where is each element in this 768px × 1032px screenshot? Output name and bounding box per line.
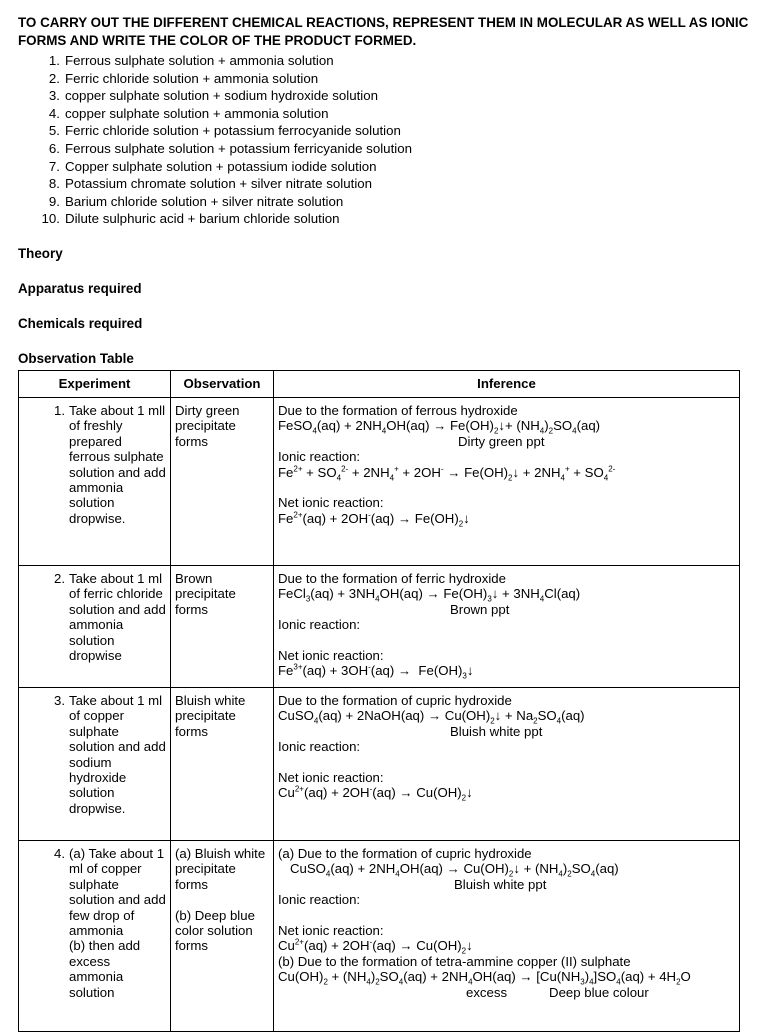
net-ionic-equation: $Cu^{2+}(aq) + 2OH^-(aq)$ → $Cu(OH)_2↓$ (278, 938, 473, 957)
net-ionic-equation: $Cu^{2+}(aq) + 2OH^-(aq)$ → $Cu(OH)_2↓$ (278, 785, 473, 804)
inference-title-b: (b) Due to the formation of tetra-ammine copper (II) sulphate (278, 953, 631, 969)
inference-cell (274, 398, 740, 566)
inference-cell (274, 688, 740, 841)
list-item: 5. Ferric chloride solution + potassium ferrocyanide solution (48, 123, 401, 139)
experiment-cell: 2. Take about 1 ml of ferric chloride solution and add ammonia solution dropwise (19, 566, 171, 688)
ionic-equation: $Fe^{2+} + SO_4^{2-} + 2NH_4^+ + 2OH^-$ → $Fe(OH)_2↓ + 2NH_4^+ + SO_4^{2-}$ (278, 464, 616, 483)
header-observation: Observation (171, 371, 274, 398)
table-row (19, 841, 740, 1032)
section-theory: Theory (18, 246, 63, 261)
list-item: 3. copper sulphate solution + sodium hydroxide solution (48, 88, 379, 104)
product-label: Bluish white ppt (454, 876, 547, 892)
list-item: 7. Copper sulphate solution + potassium iodide solution (48, 158, 377, 174)
table-header-row (19, 371, 740, 398)
page-title: TO CARRY OUT THE DIFFERENT CHEMICAL REACTIONS, REPRESENT THEM IN MOLECULAR AS WELL AS IONIC FORMS AND WRITE THE COLOR OF THE PRODUCT FORMED. (18, 15, 749, 48)
molecular-equation: CuSO$_4$(aq) + 2NaOH(aq) → $Cu(OH)_2↓ + Na_2SO_4(aq)$ (278, 708, 585, 727)
observation-table (18, 370, 740, 1032)
header-inference: Inference (274, 371, 740, 398)
reaction-list (40, 52, 412, 228)
observation-cell: Bluish white precipitate forms (171, 688, 274, 841)
experiment-cell: 3. Take about 1 ml of copper sulphate solution and add sodium hydroxide solution dropwise. (19, 688, 171, 841)
net-ionic-label: Net ionic reaction: (278, 770, 384, 786)
net-ionic-label: Net ionic reaction: (278, 923, 384, 939)
product-label: Bluish white ppt (450, 723, 543, 739)
observation-cell: Dirty green precipitate forms (171, 398, 274, 566)
observation-cell: Brown precipitate forms (171, 566, 274, 688)
list-item: 2. Ferric chloride solution + ammonia solution (48, 70, 319, 86)
inference-title: (a) Due to the formation of cupric hydroxide (278, 846, 532, 861)
list-item: 9. Barium chloride solution + silver nitrate solution (48, 193, 344, 209)
net-ionic-label: Net ionic reaction: (278, 495, 384, 511)
experiment-cell: 1. Take about 1 mll of freshly prepared ferrous sulphate solution and add ammonia solution dropwise. (19, 398, 171, 566)
section-observation-table: Observation Table (18, 351, 134, 366)
table-row (19, 566, 740, 688)
product-label: Dirty green ppt (458, 433, 545, 449)
ionic-label: Ionic reaction: (278, 617, 361, 633)
table-row (19, 688, 740, 841)
product-label: Brown ppt (450, 601, 510, 617)
ionic-label: Ionic reaction: (278, 892, 361, 908)
table-row (19, 398, 740, 566)
section-chemicals: Chemicals required (18, 316, 143, 331)
experiment-cell: 4. (a) Take about 1 ml of copper sulphate solution and add few drop of ammonia (b) then add excess ammonia solution (19, 841, 171, 1032)
net-ionic-label: Net ionic reaction: (278, 648, 384, 664)
list-item: 10. Dilute sulphuric acid + barium chloride solution (41, 211, 340, 227)
inference-title: Due to the formation of cupric hydroxide (278, 693, 512, 708)
inference-cell (274, 841, 740, 1032)
list-item: 1. Ferrous sulphate solution + ammonia solution (48, 53, 334, 68)
inference-cell (274, 566, 740, 688)
list-item: 6. Ferrous sulphate solution + potassium ferricyanide solution (48, 140, 413, 156)
header-experiment: Experiment (19, 371, 171, 398)
molecular-equation: FeCl$_3$(aq) + $3NH_4OH(aq)$ → $Fe(OH)_3↓ + 3NH_4Cl(aq)$ (278, 586, 581, 605)
molecular-equation: FeSO$_4$(aq) + $2NH_4OH(aq)$ → $Fe(OH)_2↓+ (NH_4)_2SO_4(aq)$ (278, 418, 601, 437)
inference-title: Due to the formation of ferric hydroxide (278, 571, 506, 586)
list-item: 8. Potassium chromate solution + silver nitrate solution (48, 176, 373, 192)
ionic-label: Ionic reaction: (278, 739, 361, 755)
observation-cell: (a) Bluish white precipitate forms (b) Deep blue color solution forms (171, 841, 274, 1032)
ionic-label: Ionic reaction: (278, 449, 361, 465)
net-ionic-equation: $Fe^{2+}(aq) + 2OH^-(aq)$ → $Fe(OH)_2↓$ (278, 510, 470, 529)
net-ionic-equation: $Fe^{3+}(aq) + 3OH^-(aq)$ → $Fe(OH)_3↓$ (278, 663, 474, 682)
complex-labels: excess Deep blue colour (466, 984, 649, 1000)
inference-title: Due to the formation of ferrous hydroxide (278, 403, 518, 418)
list-item: 4. copper sulphate solution + ammonia solution (48, 105, 329, 121)
molecular-equation: CuSO$_4$(aq) + $2NH_4OH(aq)$ → $Cu(OH)_2↓ + (NH_4)_2SO_4(aq)$ (290, 861, 619, 880)
section-apparatus: Apparatus required (18, 281, 142, 296)
complex-equation: $Cu(OH)_2 + (NH_4)_2SO_4(aq) + 2NH_4OH(aq) \to [Cu(NH_3)_4]SO_4(aq) + 4H_2O$ (278, 969, 691, 987)
